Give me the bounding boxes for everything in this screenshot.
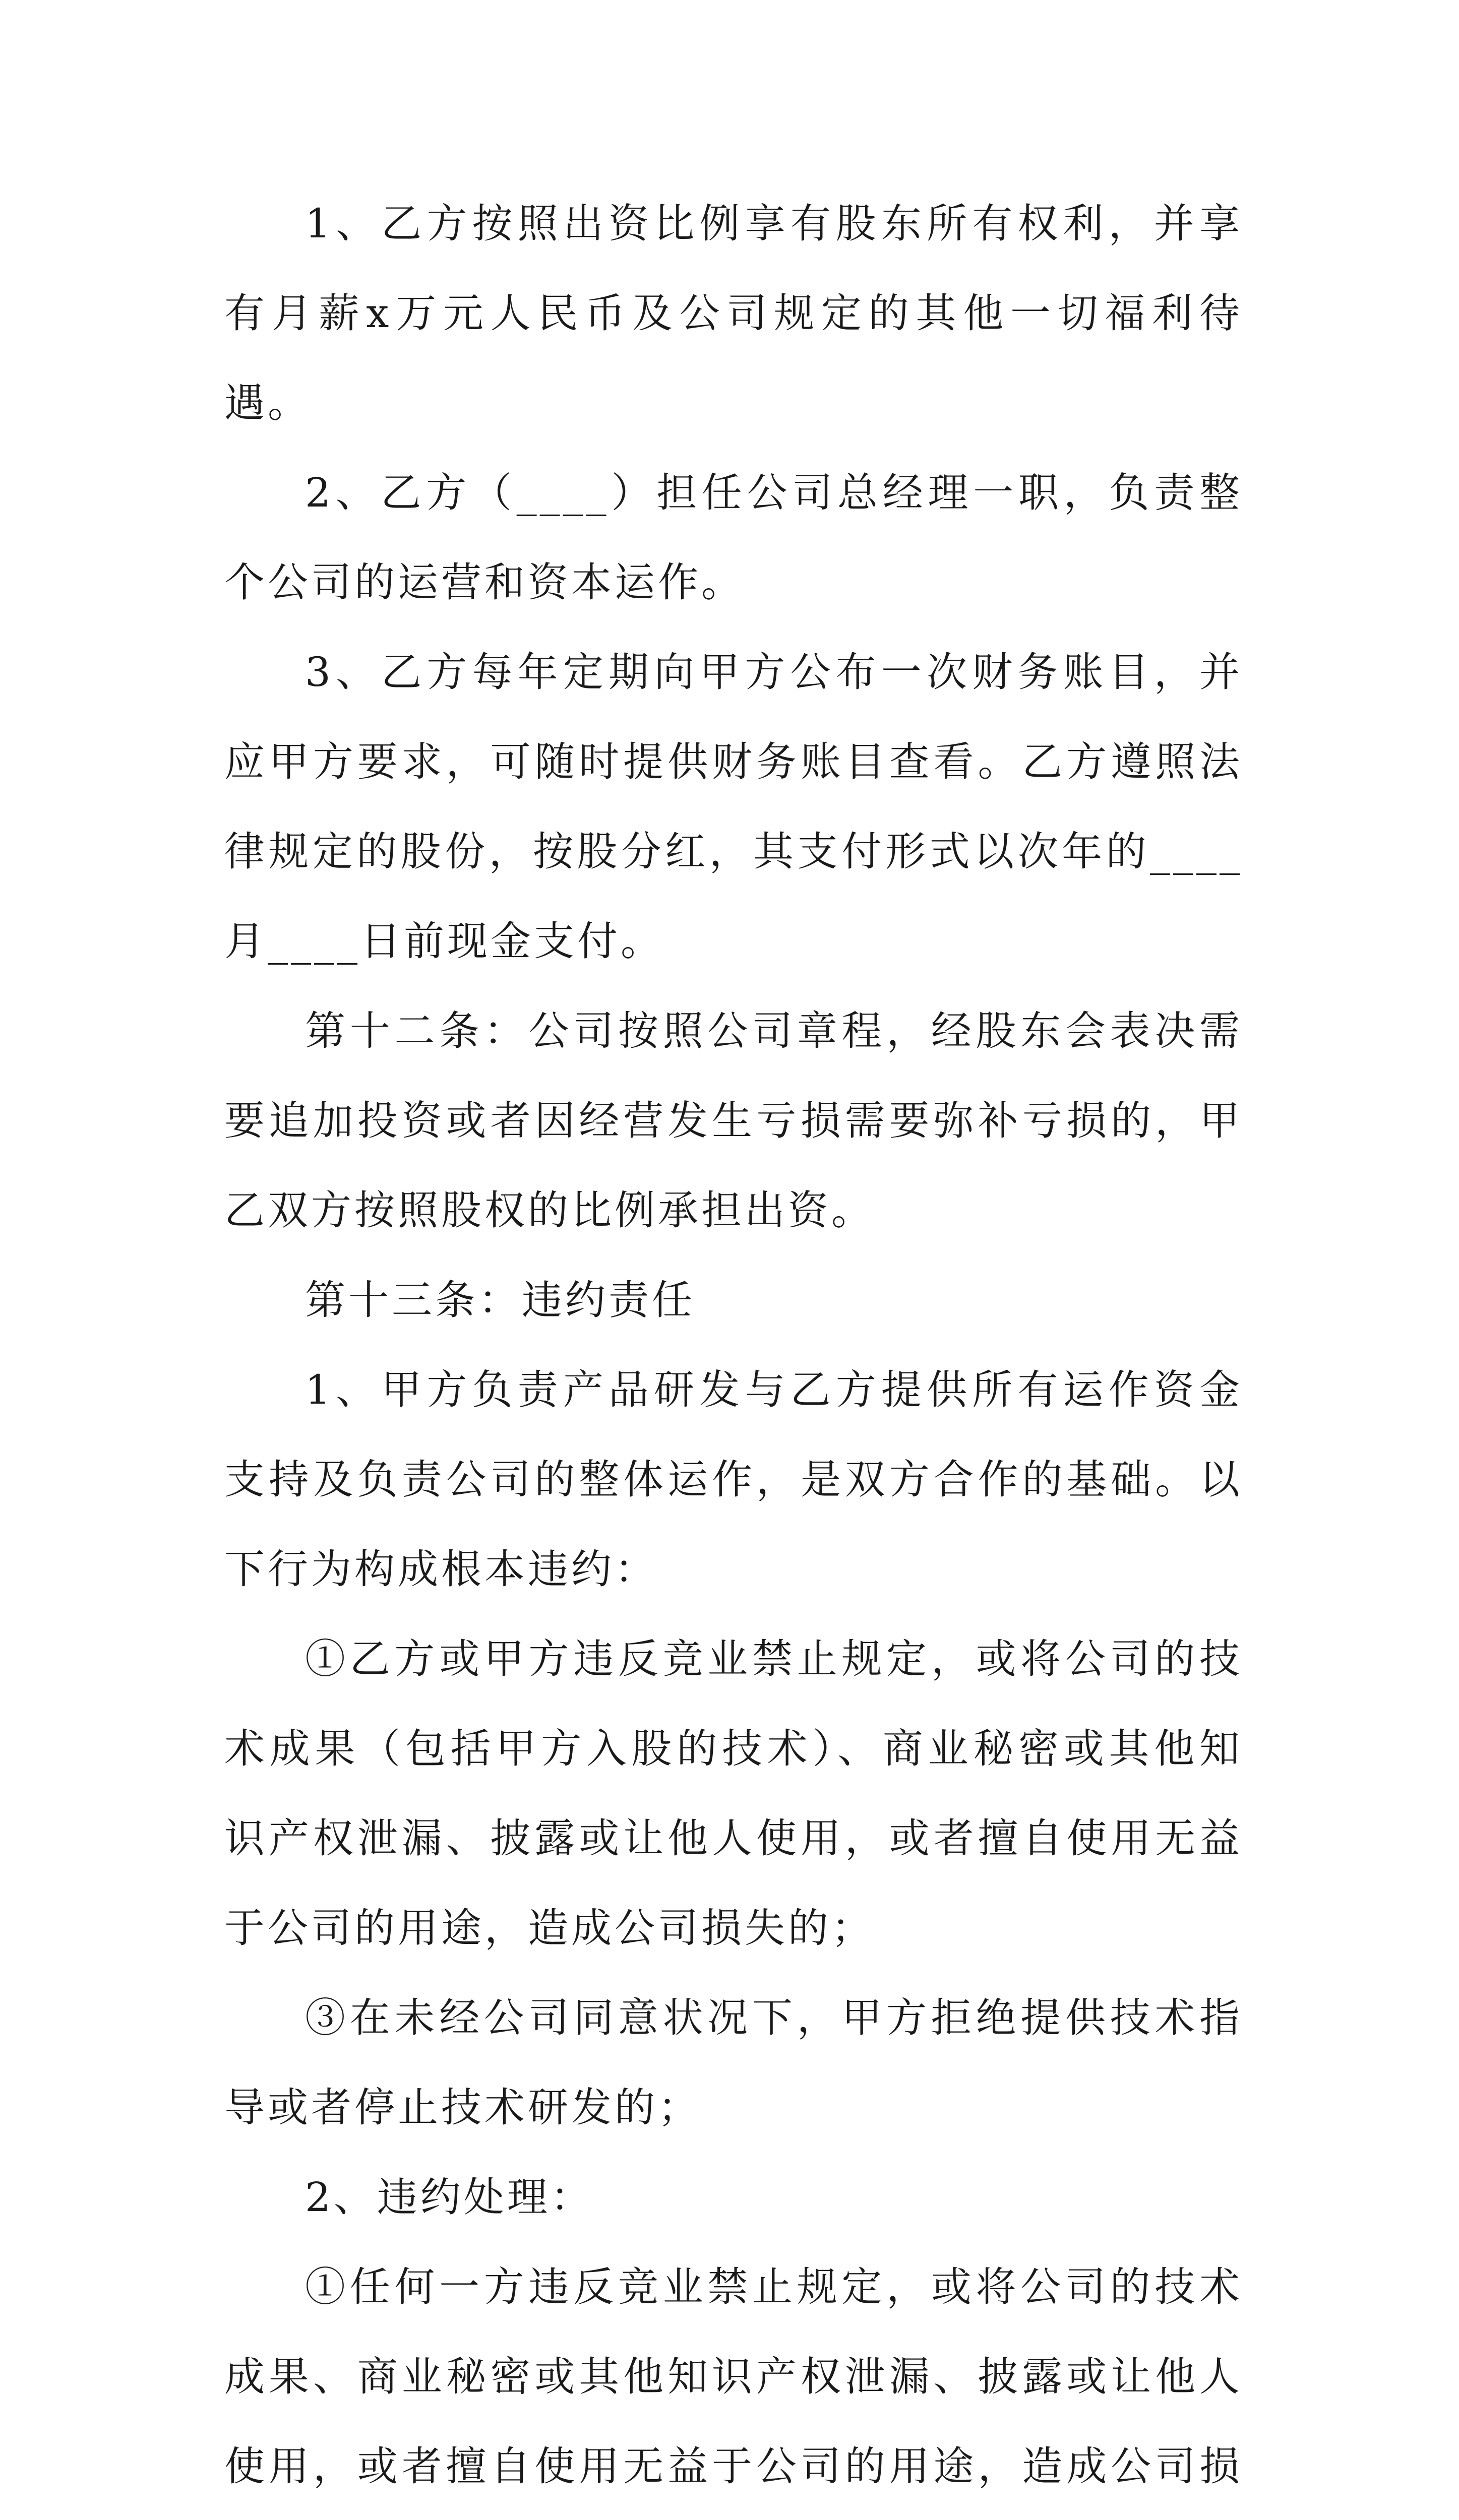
paragraph-breach-item-3: ③在未经公司同意状况下，甲方拒绝提供技术指导或者停止技术研发的； (224, 1994, 1243, 2131)
paragraph-article-13-heading: 第十三条：违约责任 (305, 1277, 695, 1324)
paragraph-breach-item-1: ①乙方或甲方违反竞业禁止规定，或将公司的技术成果（包括甲方入股的技术）、商业秘密或其他知识产权泄漏、披露或让他人使用，或者擅自使用无益于公司的用途，造成公司损失的； (224, 1635, 1243, 1951)
paragraph-article-12: 第十二条：公司按照公司章程，经股东会表决需要追加投资或者因经营发生亏损需要弥补亏损的，甲乙双方按照股权的比例承担出资。 (224, 1007, 1243, 1234)
paragraph-financial-accounts: 3、乙方每年定期向甲方公布一次财务账目，并应甲方要求，可随时提供财务账目查看。乙方遵照法律规定的股份，按股分红，其支付形式以次年的____月____日前现金支付。 (224, 649, 1243, 965)
paragraph-breach-handling-item-1: ①任何一方违反竞业禁止规定，或将公司的技术成果、商业秘密或其他知识产权泄漏、披露或让他人使用，或者擅自使用无益于公司的用途，造成公司损 (224, 2263, 1243, 2490)
document-body (224, 179, 1243, 2520)
paragraph-general-manager: 2、乙方（____）担任公司总经理一职，负责整个公司的运营和资本运作。 (224, 469, 1243, 606)
paragraph-shareholder-rights: 1、乙方按照出资比例享有股东所有权利，并享有月薪x万元人民币及公司规定的其他一切福利待遇。 (224, 200, 1243, 426)
paragraph-fundamental-breach: 1、甲方负责产品研发与乙方提供所有运作资金支持及负责公司的整体运作，是双方合作的基础。以下行为构成根本违约： (224, 1366, 1243, 1593)
paragraph-breach-handling-heading: 2、违约处理： (305, 2174, 594, 2221)
